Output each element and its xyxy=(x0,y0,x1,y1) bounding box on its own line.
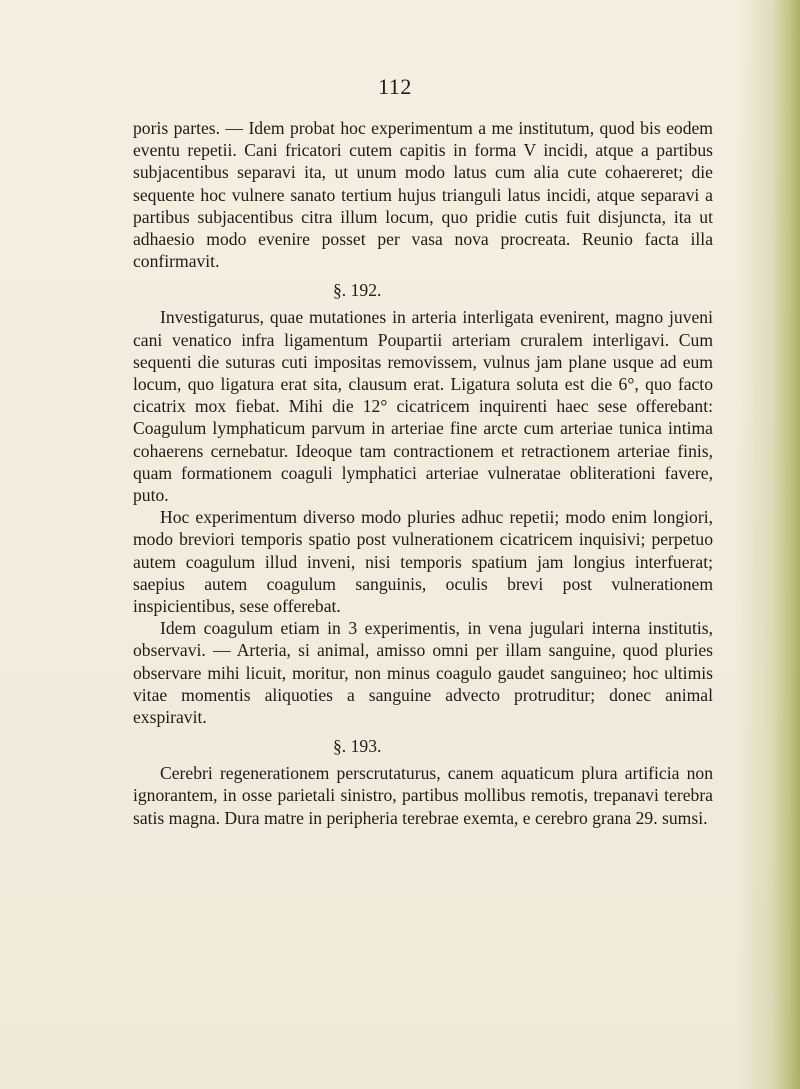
section-heading-192: §. 192. xyxy=(333,280,382,301)
page-edge-stain xyxy=(772,0,800,1089)
paragraph-intro: poris partes. — Idem probat hoc experimentum a me institutum, quod bis eodem eventu repetii. Cani fricatori cutem capitis in forma V incidi, atque a partibus subjacentibus separavi ita, ut unum modo latus cum alia cute cohaereret; die sequente hoc vulnere sanato tertium hujus trianguli latus incidi, atque separavi a partibus subjacentibus citra illum locum, quo pridie cutis fuit disjuncta, ita ut adhaesio modo evenire posset per vasa nova procreata. Reunio facta illa confirmavit. xyxy=(133,118,713,272)
body-text xyxy=(133,117,713,829)
paragraph-193-1: Cerebri regenerationem perscrutaturus, canem aquaticum plura artificia non ignorantem, in osse parietali sinistro, partibus mollibus remotis, trepanavi terebra satis magna. Dura matre in peripheria terebrae exemta, e cerebro grana 29. sumsi. xyxy=(133,763,713,828)
paragraph-192-2: Hoc experimentum diverso modo pluries adhuc repetii; modo enim longiori, modo breviori temporis spatio post vulnerationem cicatricem inquisivi; perpetuo autem coagulum illud inveni, nisi temporis spatium jam longius interfuerat; saepius autem coagulum sanguinis, oculis brevi post vulnerationem inspicientibus, sese offerebat. xyxy=(133,507,713,617)
paragraph-192-3: Idem coagulum etiam in 3 experimentis, in vena jugulari interna institutis, observavi. — Arteria, si animal, amisso omni per illam sanguine, quod pluries observare mihi licuit, moritur, non minus coagulo gaudet sanguineo; hoc ultimis vitae momentis aliquoties a sanguine advecto protruditur; donec animal exspiravit. xyxy=(133,618,713,728)
paragraph-192-1: Investigaturus, quae mutationes in arteria interligata evenirent, magno juveni cani venatico infra ligamentum Poupartii arteriam cruralem interligavi. Cum sequenti die suturas cuti impositas removissem, vulnus jam plane usque ad eum locum, quo ligatura erat sita, clausum erat. Ligatura soluta est die 6°, quo facto cicatrix mox fiebat. Mihi die 12° cicatricem inquirenti haec sese offerebant: Coagulum lymphaticum parvum in arteriae fine arcte cum arteriae tunica intima cohaerens cernebatur. Ideoque tam contractionem et retractionem arteriae finis, quam formationem coaguli lymphatici arteriae vulneratae obliterationi favere, puto. xyxy=(133,307,713,506)
page-number: 112 xyxy=(378,74,412,99)
section-heading-193: §. 193. xyxy=(333,736,382,757)
